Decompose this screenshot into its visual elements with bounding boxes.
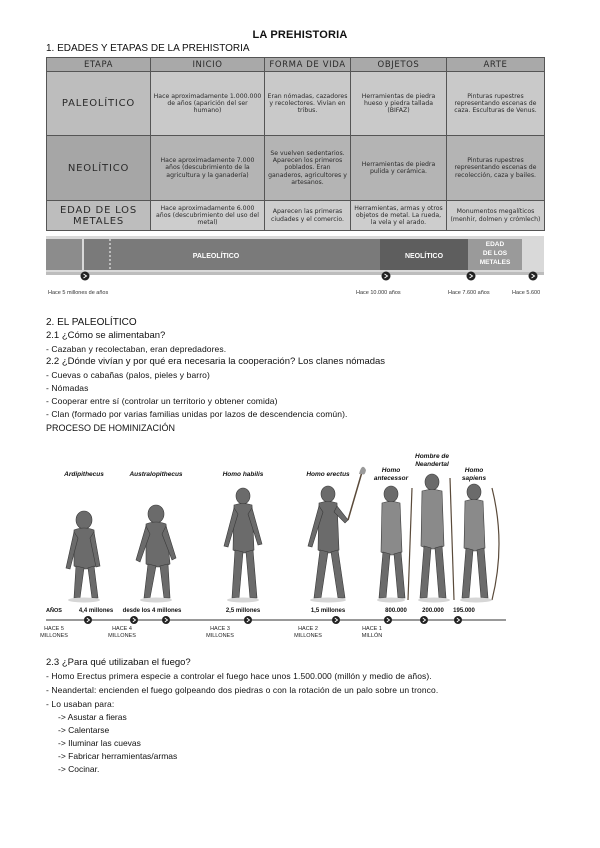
table-header: OBJETOS: [351, 58, 447, 72]
homo-antecessor-figure: [379, 486, 405, 598]
question: 2.2 ¿Dónde vivían y por qué era necesaria la cooperación? Los clanes nómadas: [46, 356, 386, 367]
species-label-sapiens: Homo: [464, 467, 484, 474]
species-label-neandertal: Hombre de: [415, 453, 449, 460]
use-item: -> Iluminar las cuevas: [58, 738, 141, 748]
table-header: INICIO: [151, 58, 265, 72]
table-row: [47, 201, 545, 231]
age-label: 200.000: [422, 608, 444, 614]
axis-label: HACE 2: [298, 626, 318, 632]
axis-label: MILLÓN: [361, 633, 383, 639]
prehistory-timeline: [46, 236, 544, 300]
axis-label: MILLONES: [40, 633, 68, 639]
flame-icon: [359, 467, 366, 475]
table-cell: NEOLÍTICO: [47, 136, 151, 201]
hominization-figure: [40, 448, 554, 644]
table-cell: Hace aproximadamente 6.000 años (descubrimiento del uso del metal): [151, 201, 265, 231]
page-title: LA PREHISTORIA: [252, 29, 348, 41]
table-header: FORMA DE VIDA: [265, 58, 351, 72]
age-label: 800.000: [385, 608, 407, 614]
table-cell: PALEOLÍTICO: [47, 72, 151, 136]
homo-sapiens-figure: [462, 484, 488, 598]
species-label-antecessor: Homo: [381, 467, 401, 474]
age-label: 2,5 millones: [225, 608, 261, 614]
answer-line: - Cooperar entre sí (controlar un territorio y obtener comida): [46, 396, 278, 406]
use-item: -> Cocinar.: [58, 764, 100, 774]
answer-line: - Neandertal: encienden el fuego golpeando dos piedras o con la rotación de un palo sobre un tronco.: [46, 685, 439, 695]
axis-label: MILLONES: [294, 633, 322, 639]
timeline-marker: [81, 272, 90, 281]
axis-marker: [244, 616, 252, 624]
table-cell: EDAD DE LOS METALES: [47, 201, 151, 231]
spear-icon: [408, 488, 412, 600]
table-cell: Herramientas de piedra hueso y piedra tallada (BIFAZ): [351, 72, 447, 136]
bow-icon: [492, 488, 499, 600]
axis-marker: [454, 616, 462, 624]
axis-title: AÑOS: [46, 608, 62, 614]
timeline-date: Hace 5 millones de años: [48, 290, 109, 296]
age-label: desde los 4 millones: [122, 608, 182, 614]
table-cell: Herramientas, armas y otros objetos de metal. La rueda, la vela y el arado.: [351, 201, 447, 231]
table-row: [47, 72, 545, 136]
answer-line: - Cuevas o cabañas (palos, pieles y barro): [46, 370, 210, 380]
table-cell: Herramientas de piedra pulida y cerámica.: [351, 136, 447, 201]
timeline-label-metales-2: DE LOS: [482, 250, 508, 257]
table-cell: Pinturas rupestres representando escenas de recolección, caza y bailes.: [447, 136, 545, 201]
australopithecus-figure: [136, 505, 176, 598]
ardipithecus-figure: [66, 511, 100, 598]
use-item: -> Calentarse: [58, 725, 110, 735]
species-label-neandertal: Neandertal: [415, 461, 449, 468]
timeline-date: Hace 10.000 años: [356, 290, 401, 296]
table-header: ETAPA: [47, 58, 151, 72]
answer-line: - Homo Erectus primera especie a controlar el fuego hace unos 1.500.000 (millón y medio de años).: [46, 671, 432, 681]
species-label: Ardipithecus: [64, 471, 104, 478]
table-cell: Aparecen las primeras ciudades y el comercio.: [265, 201, 351, 231]
table-cell: Eran nómadas, cazadores y recolectores. Vivían en tribus.: [265, 72, 351, 136]
age-label: 4,4 millones: [78, 608, 114, 614]
timeline-label-metales-3: METALES: [479, 259, 511, 266]
table-header-row: [47, 58, 545, 72]
timeline-marker: [529, 272, 538, 281]
torch-icon: [348, 472, 362, 520]
axis-label: HACE 5: [44, 626, 64, 632]
answer-line: - Lo usaban para:: [46, 699, 115, 709]
hominization-heading: PROCESO DE HOMINIZACIÓN: [46, 423, 176, 433]
homo-habilis-figure: [224, 488, 262, 598]
timeline-marker: [467, 272, 476, 281]
answer-line: - Cazaban y recolectaban, eran depredadores.: [46, 344, 227, 354]
age-label: 1,5 millones: [310, 608, 346, 614]
answer-line: - Nómadas: [46, 383, 89, 393]
axis-label: MILLONES: [108, 633, 136, 639]
section-heading: 2. EL PALEOLÍTICO: [46, 317, 137, 328]
species-label: Australopithecus: [129, 471, 183, 478]
axis-marker: [84, 616, 92, 624]
homo-erectus-figure: [308, 486, 348, 598]
answer-line: - Clan (formado por varias familias unidas por lazos de descendencia común).: [46, 409, 348, 419]
ages-table: [46, 57, 545, 231]
section-heading: 1. EDADES Y ETAPAS DE LA PREHISTORIA: [46, 43, 250, 54]
table-row: [47, 136, 545, 201]
timeline-label-neolitico: NEOLÍTICO: [404, 253, 444, 260]
table-cell: Se vuelven sedentarios. Aparecen los primeros poblados. Eran ganaderos, agricultores y artesanos.: [265, 136, 351, 201]
axis-marker: [130, 616, 138, 624]
timeline-marker: [382, 272, 391, 281]
neandertal-figure: [420, 474, 446, 598]
question: 2.1 ¿Cómo se alimentaban?: [46, 330, 166, 341]
species-label: Homo habilis: [222, 471, 264, 478]
age-label: 195.000: [453, 608, 475, 614]
axis-marker: [420, 616, 428, 624]
axis-label: HACE 3: [210, 626, 230, 632]
species-label: Homo erectus: [306, 471, 350, 478]
table-cell: Hace aproximadamente 7.000 años (descubrimiento de la agricultura y la ganadería): [151, 136, 265, 201]
timeline-pre-segment: [46, 239, 82, 270]
use-item: -> Asustar a fieras: [58, 712, 127, 722]
axis-label: HACE 4: [112, 626, 132, 632]
use-item: -> Fabricar herramientas/armas: [58, 751, 178, 761]
axis-label: HACE 1: [362, 626, 382, 632]
axis-label: MILLONES: [206, 633, 234, 639]
species-label-antecessor: antecessor: [373, 475, 409, 482]
spear-icon: [450, 478, 454, 600]
timeline-date: Hace 7.600 años: [448, 290, 490, 296]
table-cell: Monumentos megalíticos (menhir, dolmen y crómlech): [447, 201, 545, 231]
species-label-sapiens: sapiens: [461, 475, 487, 482]
table-cell: Pinturas rupestres representando escenas de caza. Esculturas de Venus.: [447, 72, 545, 136]
timeline-label-metales-1: EDAD: [485, 241, 505, 248]
timeline-label-paleolitico: PALEOLÍTICO: [192, 253, 240, 260]
table-cell: Hace aproximadamente 1.000.000 de años (aparición del ser humano): [151, 72, 265, 136]
question: 2.3 ¿Para qué utilizaban el fuego?: [46, 657, 191, 668]
table-header: ARTE: [447, 58, 545, 72]
axis-marker: [332, 616, 340, 624]
axis-marker: [384, 616, 392, 624]
timeline-date: Hace 5.600: [512, 290, 541, 296]
axis-marker: [162, 616, 170, 624]
